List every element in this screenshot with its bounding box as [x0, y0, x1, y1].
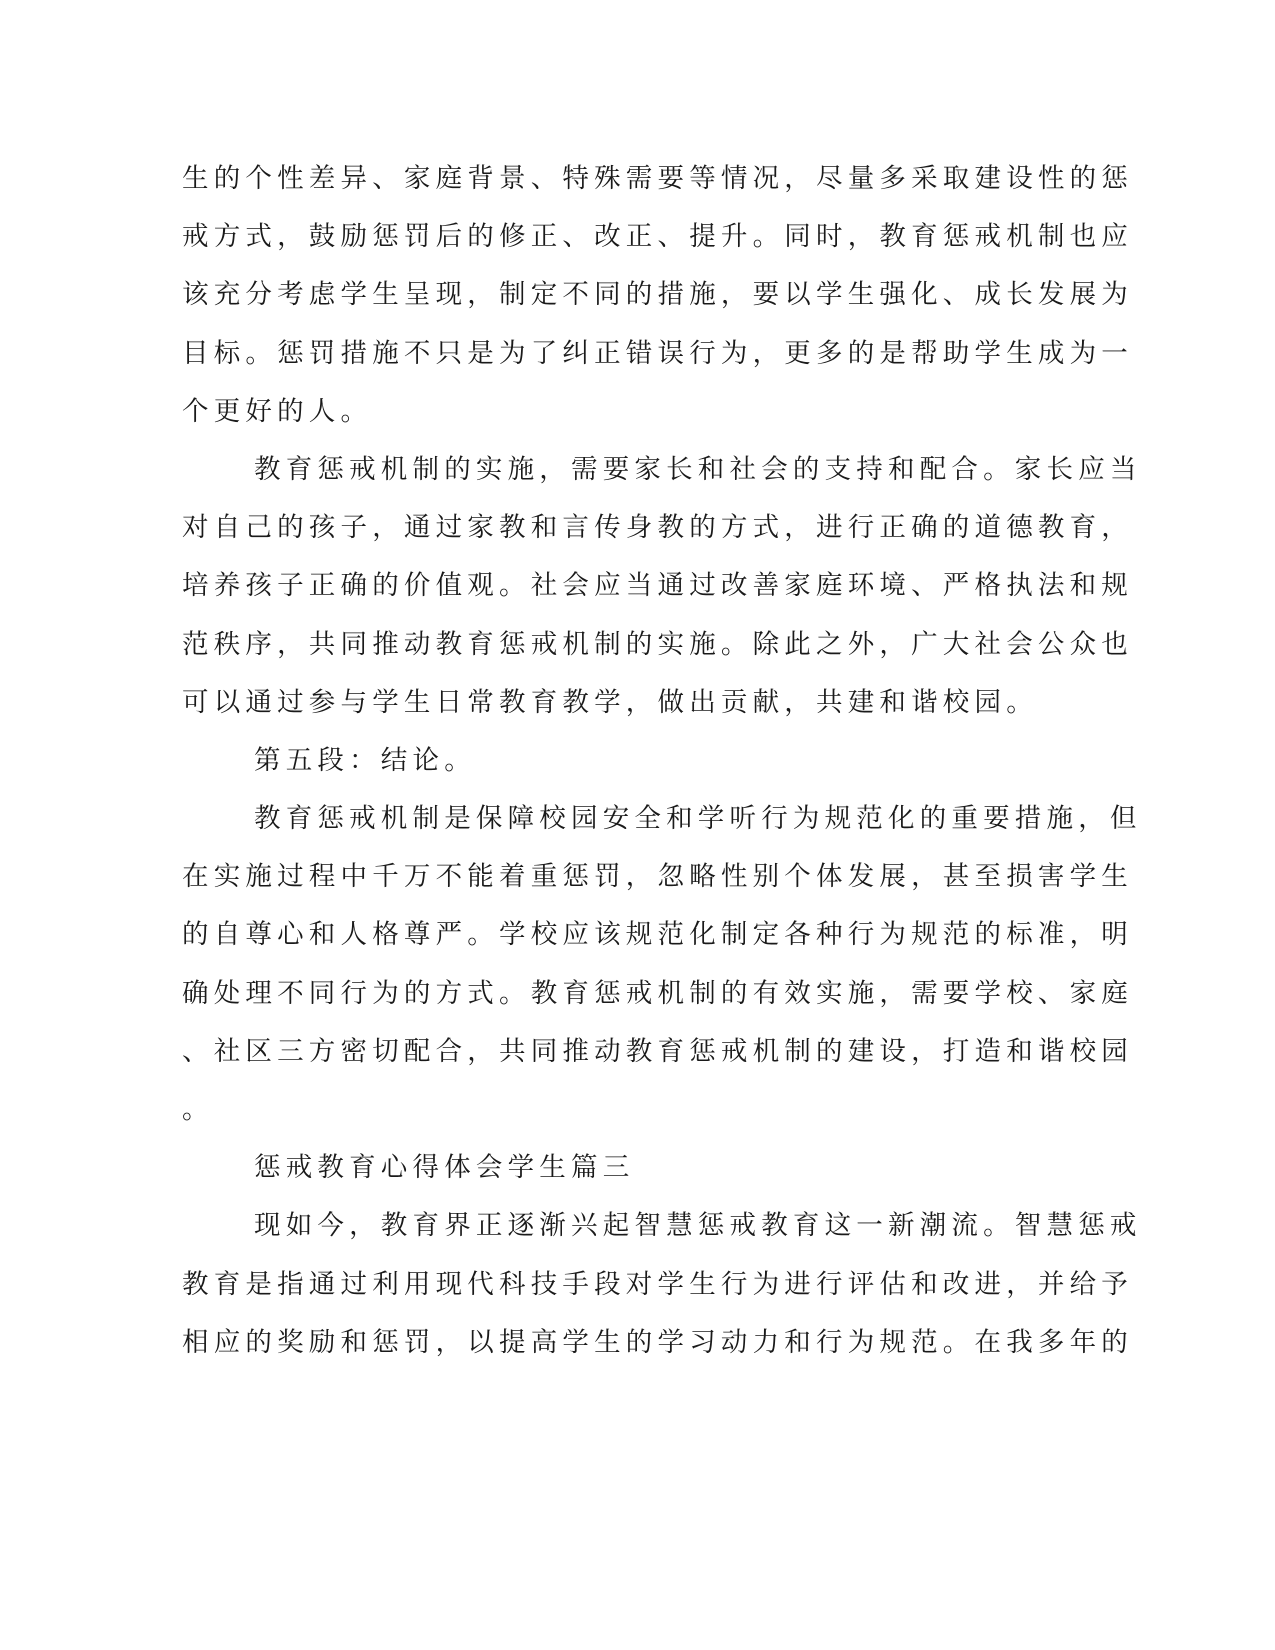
body-text-line: 、社区三方密切配合，共同推动教育惩戒机制的建设，打造和谐校园	[182, 1035, 1133, 1067]
body-text-line: 戒方式，鼓励惩罚后的修正、改正、提升。同时，教育惩戒机制也应	[182, 221, 1133, 253]
paragraph-first-line: 教育惩戒机制是保障校园安全和学听行为规范化的重要措施，但	[254, 803, 1142, 835]
article-title: 惩戒教育心得体会学生篇三	[254, 1152, 635, 1184]
section-heading: 第五段：结论。	[254, 744, 476, 776]
body-text-line: 范秩序，共同推动教育惩戒机制的实施。除此之外，广大社会公众也	[182, 628, 1133, 660]
body-text-line: 该充分考虑学生呈现，制定不同的措施，要以学生强化、成长发展为	[182, 279, 1133, 311]
document-body	[182, 150, 1142, 1372]
body-text-line: 相应的奖励和惩罚，以提高学生的学习动力和行为规范。在我多年的	[182, 1326, 1133, 1358]
paragraph-first-line: 教育惩戒机制的实施，需要家长和社会的支持和配合。家长应当	[254, 453, 1142, 485]
body-text-line: 培养孩子正确的价值观。社会应当通过改善家庭环境、严格执法和规	[182, 570, 1133, 602]
body-text-line: 。	[182, 1094, 214, 1125]
body-text-line: 个更好的人。	[182, 395, 373, 427]
body-text-line: 对自己的孩子，通过家教和言传身教的方式，进行正确的道德教育，	[182, 512, 1133, 544]
body-text-line: 教育是指通过利用现代科技手段对学生行为进行评估和改进，并给予	[182, 1268, 1133, 1300]
body-text-line: 在实施过程中千万不能着重惩罚，忽略性别个体发展，甚至损害学生	[182, 861, 1133, 893]
body-text-line: 目标。惩罚措施不只是为了纠正错误行为，更多的是帮助学生成为一	[182, 337, 1133, 369]
body-text-line: 生的个性差异、家庭背景、特殊需要等情况，尽量多采取建设性的惩	[182, 163, 1133, 194]
body-text-line: 可以通过参与学生日常教育教学，做出贡献，共建和谐校园。	[182, 686, 1038, 718]
body-text-line: 确处理不同行为的方式。教育惩戒机制的有效实施，需要学校、家庭	[182, 977, 1133, 1009]
body-text-line: 的自尊心和人格尊严。学校应该规范化制定各种行为规范的标准，明	[182, 919, 1133, 951]
paragraph-first-line: 现如今，教育界正逐渐兴起智慧惩戒教育这一新潮流。智慧惩戒	[254, 1210, 1142, 1242]
